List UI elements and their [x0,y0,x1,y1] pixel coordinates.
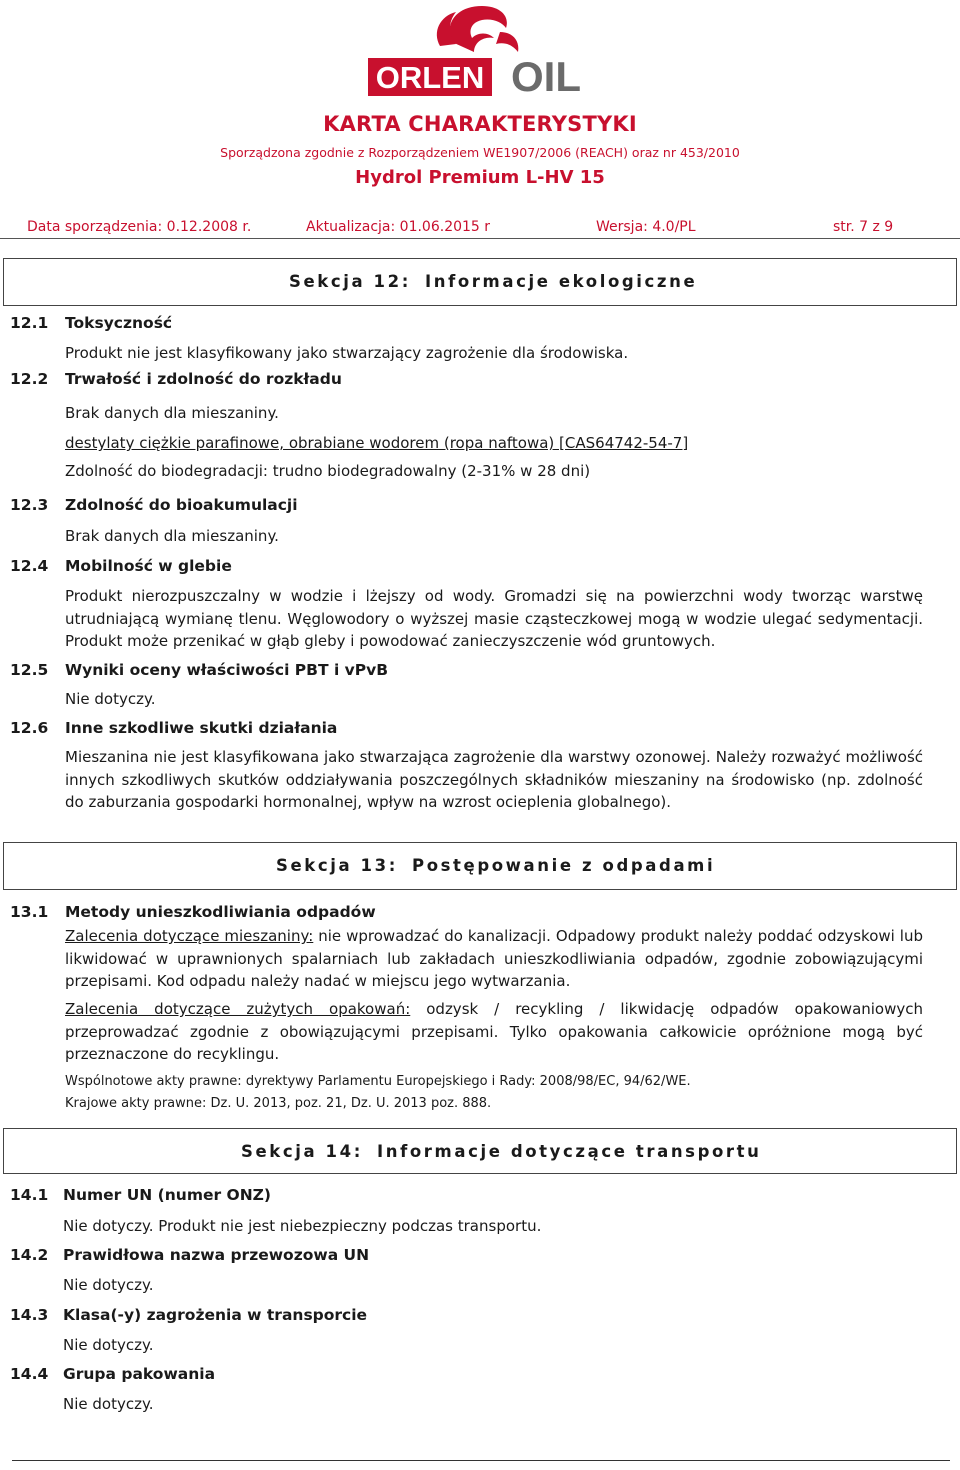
sub-12-3-heading: Zdolność do bioakumulacji [65,496,298,514]
page-number: str. 7 z 9 [833,219,894,235]
header-divider [0,238,960,239]
sub-12-6-number: 12.6 [10,719,49,737]
section-14-title: Informacje dotyczące transportu [377,1142,762,1161]
orlen-oil-logo [360,2,600,98]
sub-13-1-number: 13.1 [10,903,49,921]
date-created: Data sporządzenia: 0.12.2008 r. [27,219,252,235]
packaging-recommendation-text: odzysk / recykling / likwidację odpadów opakowaniowych przeprowadzać zgodnie z obowiązującymi przepisami. Tylko opakowania całkowicie opróżnione mogą być przeznaczone do recyklingu. [65,1000,924,1063]
sub-12-5-heading: Wyniki oceny właściwości PBT i vPvB [65,661,389,679]
sub-14-2-heading: Prawidłowa nazwa przewozowa UN [63,1246,370,1264]
sub-12-1-heading: Toksyczność [65,314,173,332]
sub-12-2-biodegradation: Zdolność do biodegradacji: trudno biodegradowalny (2-31% w 28 dni) [65,462,591,480]
sub-13-1-mixture-paragraph [65,925,923,993]
sub-14-3-text: Nie dotyczy. [63,1336,154,1354]
sub-14-1-heading: Numer UN (numer ONZ) [63,1186,271,1204]
sub-13-1-heading: Metody unieszkodliwiania odpadów [65,903,376,921]
regulation-line: Sporządzona zgodnie z Rozporządzeniem WE1907/2006 (REACH) oraz nr 453/2010 [220,145,740,160]
sub-14-4-text: Nie dotyczy. [63,1395,154,1413]
sub-12-5-number: 12.5 [10,661,49,679]
packaging-recommendation-label: Zalecenia dotyczące zużytych opakowań: [65,1000,411,1018]
sub-12-2-text: Brak danych dla mieszaniny. [65,404,279,422]
version: Wersja: 4.0/PL [596,219,696,235]
sub-14-3-number: 14.3 [10,1306,49,1324]
svg-text:ORLEN: ORLEN [375,60,485,95]
sub-12-1-number: 12.1 [10,314,49,332]
sub-12-1-text: Produkt nie jest klasyfikowany jako stwarzający zagrożenie dla środowiska. [65,344,629,362]
footer-divider [12,1460,950,1461]
sub-14-4-number: 14.4 [10,1365,49,1383]
section-12-title: Informacje ekologiczne [425,272,698,291]
mixture-recommendation-text: nie wprowadzać do kanalizacji. Odpadowy produkt należy poddać odzyskowi lub likwidować w uprawnionych spalarniach lub zakładach unieszkodliwiania odpadów, zgodnie zobowiązującymi przepisami. Kod odpadu należy nadać w miejscu jego wytwarzania. [65,927,923,990]
sub-12-4-number: 12.4 [10,557,49,575]
section-13-title: Postępowanie z odpadami [412,856,716,875]
sub-12-2-number: 12.2 [10,370,49,388]
section-14-label: Sekcja 14: [241,1142,363,1161]
section-12-label: Sekcja 12: [289,272,411,291]
sub-12-4-heading: Mobilność w glebie [65,557,232,575]
national-legal-acts: Krajowe akty prawne: Dz. U. 2013, poz. 21, Dz. U. 2013 poz. 888. [65,1096,492,1111]
sub-12-6-heading: Inne szkodliwe skutki działania [65,719,338,737]
svg-text:OIL: OIL [511,53,581,98]
mixture-recommendation-label: Zalecenia dotyczące mieszaniny: [65,927,314,945]
section-13-label: Sekcja 13: [276,856,398,875]
eu-legal-acts: Wspólnotowe akty prawne: dyrektywy Parlamentu Europejskiego i Rady: 2008/98/EC, 94/62/WE. [65,1074,691,1089]
sub-12-5-text: Nie dotyczy. [65,690,156,708]
sub-12-2-heading: Trwałość i zdolność do rozkładu [65,370,342,388]
sub-14-3-heading: Klasa(-y) zagrożenia w transporcie [63,1306,368,1324]
sub-12-6-text: Mieszanina nie jest klasyfikowana jako stwarzająca zagrożenie dla warstwy ozonowej. Należy rozważyć możliwość innych szkodliwych skutków oddziaływania poszczególnych składników mieszaniny na środowisko (np. zdolność do zaburzania gospodarki hormonalnej, wpływ na wzrost ocieplenia globalnego). [65,748,923,811]
sub-13-1-packaging-paragraph [65,998,923,1066]
sub-14-4-heading: Grupa pakowania [63,1365,216,1383]
update-date: Aktualizacja: 01.06.2015 r [306,219,491,235]
sub-14-1-text: Nie dotyczy. Produkt nie jest niebezpieczny podczas transportu. [63,1217,542,1235]
sub-12-3-text: Brak danych dla mieszaniny. [65,527,279,545]
sub-12-2-substance: destylaty ciężkie parafinowe, obrabiane wodorem (ropa naftowa) [CAS64742-54-7] [65,434,689,452]
document-title: KARTA CHARAKTERYSTYKI [323,112,637,136]
sub-12-3-number: 12.3 [10,496,49,514]
sub-14-2-text: Nie dotyczy. [63,1276,154,1294]
sub-14-2-number: 14.2 [10,1246,49,1264]
sub-12-4-text: Produkt nierozpuszczalny w wodzie i lżejszy od wody. Gromadzi się na powierzchni wody tworząc warstwę utrudniającą wymianę tlenu. Węglowodory o wyższej masie cząsteczkowej mogą w wodzie ulegać sedymentacji. Produkt może przenikać w głąb gleby i powodować zanieczyszczenie wód gruntowych. [65,587,923,650]
sub-14-1-number: 14.1 [10,1186,49,1204]
product-name: Hydrol Premium L-HV 15 [355,167,605,188]
orlen-eagle-icon [360,2,600,98]
